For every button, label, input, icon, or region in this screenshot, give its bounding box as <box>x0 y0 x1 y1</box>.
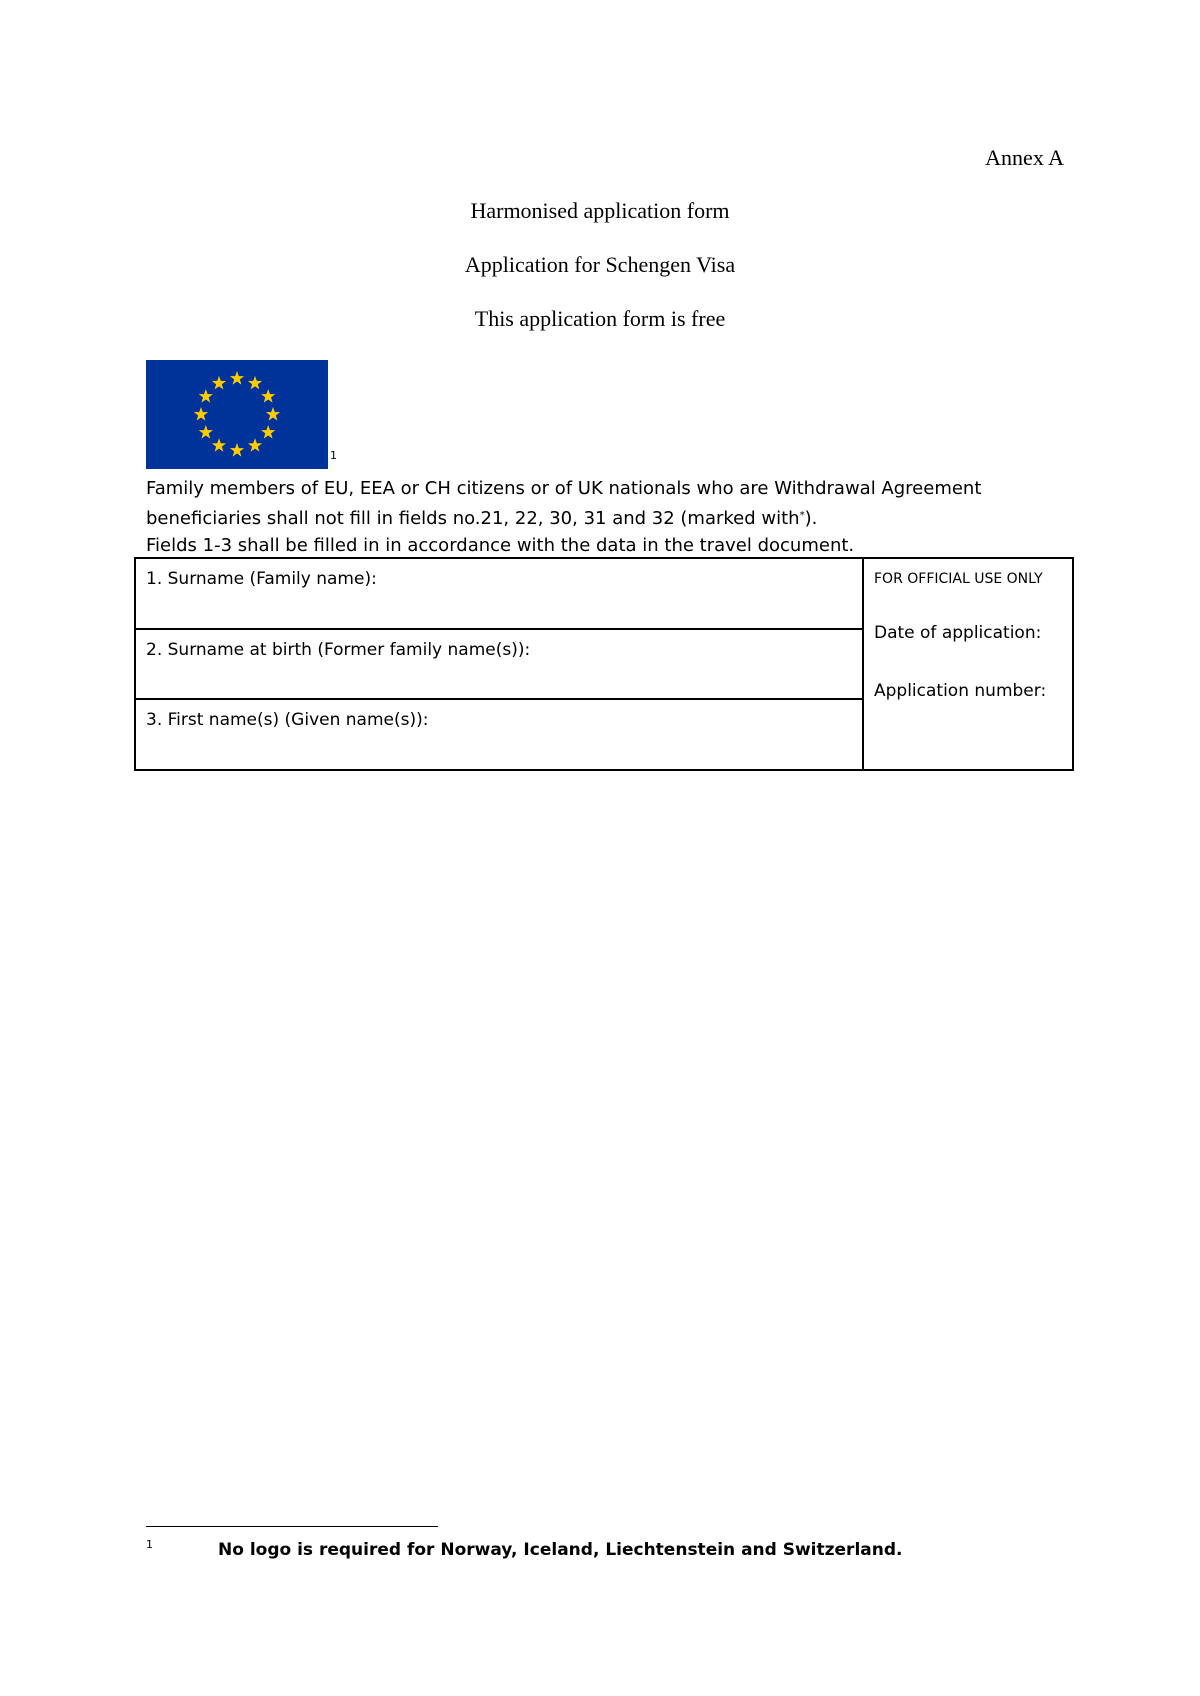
footnote-text: No logo is required for Norway, Iceland, Liechtenstein and Switzerland. <box>218 1540 903 1560</box>
first-name-label: 3. First name(s) (Given name(s)): <box>146 710 429 731</box>
official-use-panel <box>864 559 1072 769</box>
surname-field[interactable] <box>136 559 862 628</box>
eu-flag-icon <box>146 360 328 469</box>
intro-text <box>146 475 1076 559</box>
applicant-form-table <box>134 557 1074 771</box>
surname-label: 1. Surname (Family name): <box>146 569 377 589</box>
surname-at-birth-label: 2. Surname at birth (Former family name(s)): <box>146 639 531 660</box>
footnote-number: 1 <box>146 1538 153 1551</box>
intro-line-1: Family members of EU, EEA or CH citizens or of UK nationals who are Withdrawal Agreement <box>146 478 982 499</box>
intro-line-2: beneficiaries shall not fill in fields no.21, 22, 30, 31 and 32 (marked with*). <box>146 508 818 529</box>
date-of-application-label: Date of application: <box>874 623 1042 643</box>
flag-footnote-ref: 1 <box>330 449 337 462</box>
field-marker: * <box>799 510 805 521</box>
form-title: Harmonised application form <box>470 198 730 223</box>
form-subtitle: Application for Schengen Visa <box>464 252 736 277</box>
surname-at-birth-field[interactable] <box>136 628 862 699</box>
applicant-fields <box>136 559 864 769</box>
official-use-heading: FOR OFFICIAL USE ONLY <box>874 571 1043 587</box>
application-number-label: Application number: <box>874 681 1047 701</box>
intro-line-3: Fields 1-3 shall be filled in in accordance with the data in the travel document. <box>146 535 855 556</box>
annex-label: Annex A <box>985 145 1064 170</box>
free-note: This application form is free <box>474 306 726 331</box>
footnote-divider <box>146 1526 438 1527</box>
first-name-field[interactable] <box>136 698 862 769</box>
